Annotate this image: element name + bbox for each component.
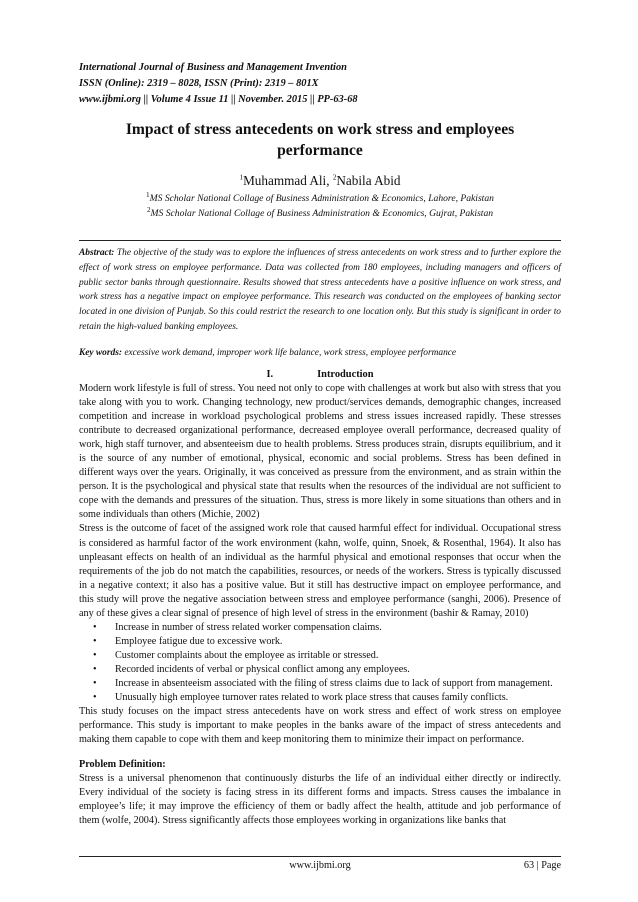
journal-header (79, 60, 579, 108)
list-item-text: Unusually high employee turnover rates related to work place stress that causes family conflicts. (115, 692, 509, 704)
section-number: I. (266, 369, 274, 380)
list-item-text: Increase in absenteeism associated with the filing of stress claims due to lack of support from management. (115, 677, 553, 689)
body-paragraph-1: Modern work lifestyle is full of stress. You need not only to cope with challenges at work but also with stress that you take along with you to work. Changing technology, new product/services demands, demographic changes, increased competition and increase in workload psychological problems and stress issues increased rapidly. These stresses contribute to decreased organizational performance, decreased employee overall performance, decreased quality of work, high staff turnover, and absenteeism due to health problems. Stress produces strain, disrupts equilibrium, and it is the source of any number of emotional, physical, economic and social problems. Stress has been defined in different ways over the years. Originally, it was conceived as pressure from the environment, and as strain within the person. It is the psychological and physical state that results when the resources of the individual are not sufficient to cope with the demands and pressures of the situation. Thus, stress is more likely in some situations than others and in some individuals than others (Michie, 2002) (79, 383, 561, 521)
list-item-text: Employee fatigue due to excessive work. (115, 635, 283, 647)
paper-title-line-1: Impact of stress antecedents on work stress and employees (125, 121, 515, 138)
stress-indicator-list (79, 621, 561, 705)
paper-title (79, 119, 561, 161)
abstract-divider (79, 240, 561, 241)
bullet-icon: • (93, 649, 97, 661)
list-item (79, 663, 561, 677)
affiliation-1-text: MS Scholar National Collage of Business Administration & Economics, Lahore, Pakistan (149, 193, 494, 204)
list-item (79, 677, 561, 691)
journal-name: International Journal of Business and Management Invention (79, 62, 347, 73)
list-item-text: Recorded incidents of verbal or physical conflict among any employees. (115, 663, 410, 675)
bullet-icon: • (93, 621, 97, 633)
affiliation-1 (79, 191, 561, 206)
body-paragraph-2: Stress is the outcome of facet of the assigned work role that caused harmful effect for individual. Occupational stress is considered as harmful factor of the work environment (kahn, wolfe, quinn, Snoek, & Rosenthal, 1964). It also has unpleasant effects on health of an individual as the harmful physical and emotional responses that occur when the requirements of the job do not match the capabilities, resources, or needs of the workers. Stress is typically discussed in a negative context; it also has a positive value. But it still has destructive impact on employee performance, and this study will prove the negative association between stress and employee performance (sanghi, 2006). Presence of any of these gives a clear signal of presence of high level of stress in the environment (bashir & Ramay, 2010) (79, 523, 561, 619)
body-paragraph-3: This study focuses on the impact stress antecedents have on work stress and effect of work stress on employee performance. This study is important to make peoples in the banks aware of the impact of stress antecedents and making them capable to cope with them and keep monitoring them to minimize their impact on performance. (79, 706, 561, 746)
abstract (79, 246, 561, 335)
section-title: Introduction (317, 369, 374, 380)
affiliations (79, 191, 561, 221)
list-item (79, 691, 561, 705)
affiliation-2-text: MS Scholar National Collage of Business Administration & Economics, Gujrat, Pakistan (150, 208, 494, 219)
list-item-text: Increase in number of stress related worker compensation claims. (115, 621, 382, 633)
keywords-text: excessive work demand, improper work life balance, work stress, employee performance (121, 348, 457, 358)
section-heading-introduction (79, 368, 561, 382)
affiliation1-superscript: 1 (146, 190, 150, 199)
journal-issn: ISSN (Online): 2319 – 8028, ISSN (Print): 2319 – 801X (79, 78, 319, 89)
list-item (79, 621, 561, 635)
affiliation-2 (79, 206, 561, 221)
author-1: Muhammad Ali, (243, 173, 333, 188)
list-item (79, 635, 561, 649)
list-item-text: Customer complaints about the employee as irritable or stressed. (115, 649, 379, 661)
author-2: Nabila Abid (336, 173, 401, 188)
bullet-icon: • (93, 663, 97, 675)
author1-superscript: 1 (239, 173, 244, 182)
keywords (79, 346, 561, 360)
author-line (79, 172, 561, 190)
problem-definition-heading: Problem Definition: (79, 759, 166, 771)
paper-title-line-2: performance (277, 142, 363, 159)
keywords-label: Key words: (79, 348, 122, 358)
abstract-text: The objective of the study was to explore the influences of stress antecedents on work stress and to further explore the effect of work stress on employee performance. Data was collected from 180 employees, including managers and officers of public sector banks through questionnaire. Results showed that stress antecedents have a positive influence on work stress, and work stress has a negative impact on employee performance. This research was conducted on the employees of banking sector located in one division of Punjab. So this could restrict the research to one location only. But this study is significant in order to retain the high-valued banking employees. (79, 248, 561, 332)
page-footer (79, 856, 561, 873)
affiliation2-superscript: 2 (146, 205, 151, 214)
body-text (79, 382, 561, 828)
bullet-icon: • (93, 692, 97, 704)
footer-page-number: 63 | Page (523, 860, 561, 871)
journal-issue-info: www.ijbmi.org || Volume 4 Issue 11 || November. 2015 || PP-63-68 (79, 94, 358, 105)
bullet-icon: • (93, 635, 97, 647)
author2-superscript: 2 (332, 173, 337, 182)
abstract-label: Abstract: (79, 248, 115, 258)
footer-website: www.ijbmi.org (289, 860, 351, 871)
body-paragraph-4: Stress is a universal phenomenon that continuously disturbs the life of an individual either directly or indirectly. Every individual of the society is facing stress in its different forms and impacts. Stress causes the imbalance in employee’s life; it may improve the efficiency of them or badly affect the health, attitude and job performance of them (wolfe, 2004). Stress significantly affects those employees working in organizations like banks that (79, 773, 561, 827)
list-item (79, 649, 561, 663)
bullet-icon: • (93, 677, 97, 689)
